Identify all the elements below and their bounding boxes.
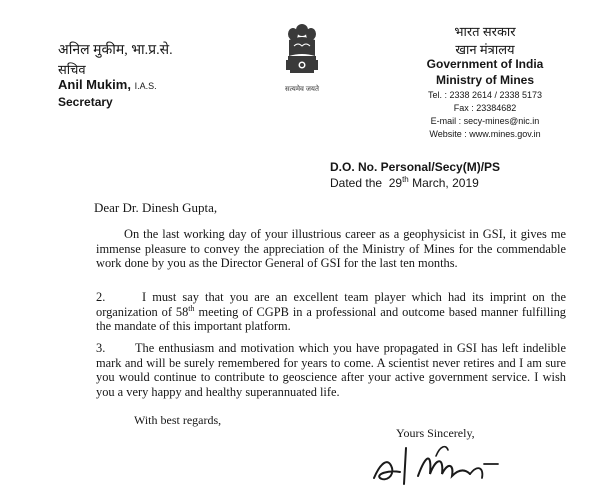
- paragraph-2-sup: th: [188, 303, 195, 313]
- sender-name-text: Anil Mukim,: [58, 77, 131, 92]
- best-regards: With best regards,: [134, 413, 222, 427]
- email: E-mail : secy-mines@nic.in: [430, 116, 540, 126]
- emblem-motto: सत्यमेव जयते: [285, 85, 319, 93]
- letter-date: [330, 176, 479, 190]
- date-day: 29: [388, 176, 403, 190]
- sender-name-suffix: I.A.S.: [134, 81, 157, 91]
- hindi-name: अनिल मुकीम, भा.प्र.से.: [58, 43, 173, 58]
- sender-title: Secretary: [58, 95, 113, 109]
- paragraph-3: [96, 341, 566, 399]
- fax: Fax : 23384682: [453, 103, 517, 113]
- government-of-india: Government of India: [426, 57, 544, 71]
- telephone: Tel. : 2338 2614 / 2338 5173: [427, 90, 543, 100]
- paragraph-3-text: The enthusiasm and motivation which you have propagated in GSI has left indelible mark and will be surely remembered for years to come. A scientist never retires and I am sure you would continue to contribute to geoscience after your active government service. I wish you a very happy and healthy superannuated life.: [96, 341, 566, 399]
- paragraph-2-text-a: I must say that you are an excellent team player which had its imprint on the organization of 58: [96, 290, 566, 319]
- sender-name: [58, 77, 157, 92]
- ministry-of-mines: Ministry of Mines: [435, 73, 534, 87]
- paragraph-2-number: 2.: [96, 290, 106, 304]
- hindi-title: सचिव: [58, 62, 86, 77]
- hindi-government: भारत सरकार: [454, 24, 516, 39]
- hindi-ministry: खान मंत्रालय: [455, 42, 515, 57]
- yours-sincerely: Yours Sincerely,: [396, 426, 475, 440]
- handwritten-signature-icon: [366, 434, 506, 492]
- website: Website : www.mines.gov.in: [429, 129, 541, 139]
- paragraph-2-text-b: meeting of CGPB in a professional and outcome based manner fulfilling the mandate of this important platform.: [96, 304, 566, 334]
- salutation: Dear Dr. Dinesh Gupta,: [94, 200, 218, 215]
- do-number: D.O. No. Personal/Secy(M)/PS: [330, 160, 501, 174]
- paragraph-1: On the last working day of your illustrious career as a geophysicist in GSI, it gives me immense pleasure to convey the appreciation of the Ministry of Mines for the commendable work done by you as the Director General of GSI for the last ten months.: [96, 227, 566, 271]
- date-month-year: March, 2019: [412, 176, 479, 190]
- paragraph-2: [96, 290, 566, 334]
- national-emblem-icon: [280, 20, 324, 90]
- paragraph-3-number: 3.: [96, 341, 106, 355]
- dated-prefix: Dated the: [330, 176, 383, 190]
- date-day-suffix: th: [402, 175, 409, 184]
